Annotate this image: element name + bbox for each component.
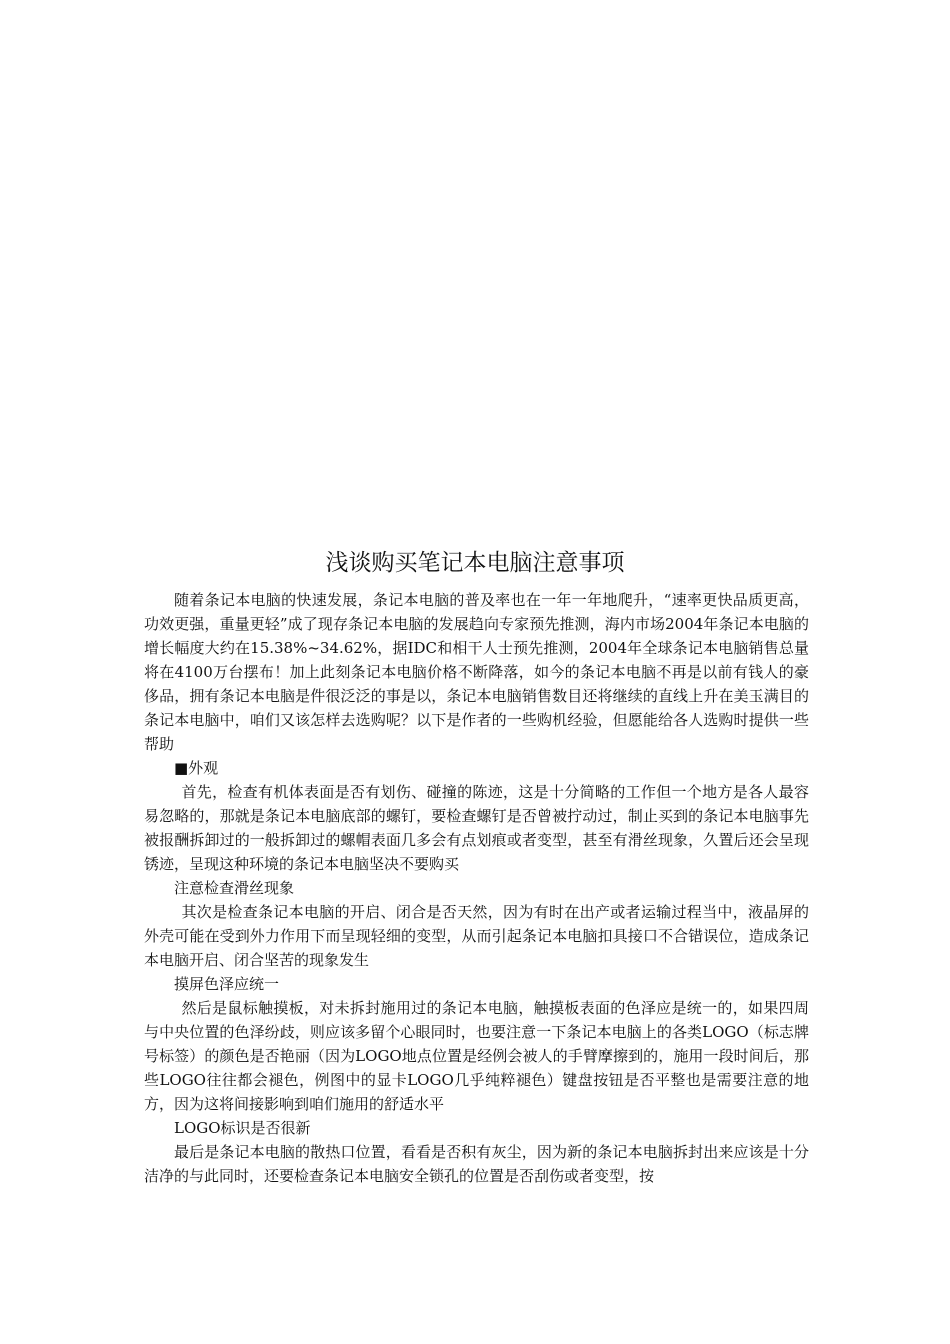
section-heading-appearance: ■外观 [174,759,219,777]
intro-paragraph: 随着条记本电脑的快速发展，条记本电脑的普及率也在一年一年地爬升，“速率更快品质更高，功效更强，重量更轻”成了现存条记本电脑的发展趋向专家预先推测，海内市场2004年条记本电脑的增长幅度大约在15.38%~34.62%，据IDC和相干人士预先推测，2004年全球条记本电脑销售总量将在4100万台摆布！加上此刻条记本电脑价格不断降落，如今的条记本电脑不再是以前有钱人的豪侈品，拥有条记本电脑是件很泛泛的事是以，条记本电脑销售数目还将继续的直线上升在美玉满目的条记本电脑中，咱们又该怎样去选购呢？以下是作者的一些购机经验，但愿能给各人选购时提供一些帮助 [144,591,809,753]
paragraph-vent-check: 最后是条记本电脑的散热口位置，看看是否积有灰尘，因为新的条记本电脑拆封出来应该是十分洁净的与此同时，还要检查条记本电脑安全锁孔的位置是否刮伤或者变型，按 [144,1143,809,1185]
document-title: 浅谈购买笔记本电脑注意事项 [325,550,625,576]
caption-logo-check: LOGO标识是否很新 [174,1119,311,1137]
paragraph-first-check: 首先，检查有机体表面是否有划伤、碰撞的陈迹，这是十分简略的工作但一个地方是各人最容易忽略的，那就是条记本电脑底部的螺钉，要检查螺钉是否曾被拧动过，制止买到的条记本电脑事先被报酬拆卸过的一般拆卸过的螺帽表面几多会有点划痕或者变型，甚至有滑丝现象，久置后还会呈现锈迹，呈现这种环境的条记本电脑坚决不要购买 [144,783,809,873]
caption-screw-check: 注意检查滑丝现象 [174,879,295,897]
paragraph-hinge-check: 其次是检查条记本电脑的开启、闭合是否天然，因为有时在出产或者运输过程当中，液晶屏的外壳可能在受到外力作用下而呈现轻细的变型，从而引起条记本电脑扣具接口不合错误位，造成条记本电脑开启、闭合坚苦的现象发生 [144,903,809,969]
caption-touchpad-color: 摸屏色泽应统一 [174,975,280,993]
paragraph-touchpad-check: 然后是鼠标触摸板，对未拆封施用过的条记本电脑，触摸板表面的色泽应是统一的，如果四周与中央位置的色泽纷歧，则应该多留个心眼同时，也要注意一下条记本电脑上的各类LOGO（标志牌号标签）的颜色是否艳丽（因为LOGO地点位置是经例会被人的手臂摩擦到的，施用一段时间后，那些LOGO往往都会褪色，例图中的显卡LOGO几乎纯粹褪色）键盘按钮是否平整也是需要注意的地方，因为这将间接影响到咱们施用的舒适水平 [144,999,809,1113]
document-body [144,588,809,1188]
